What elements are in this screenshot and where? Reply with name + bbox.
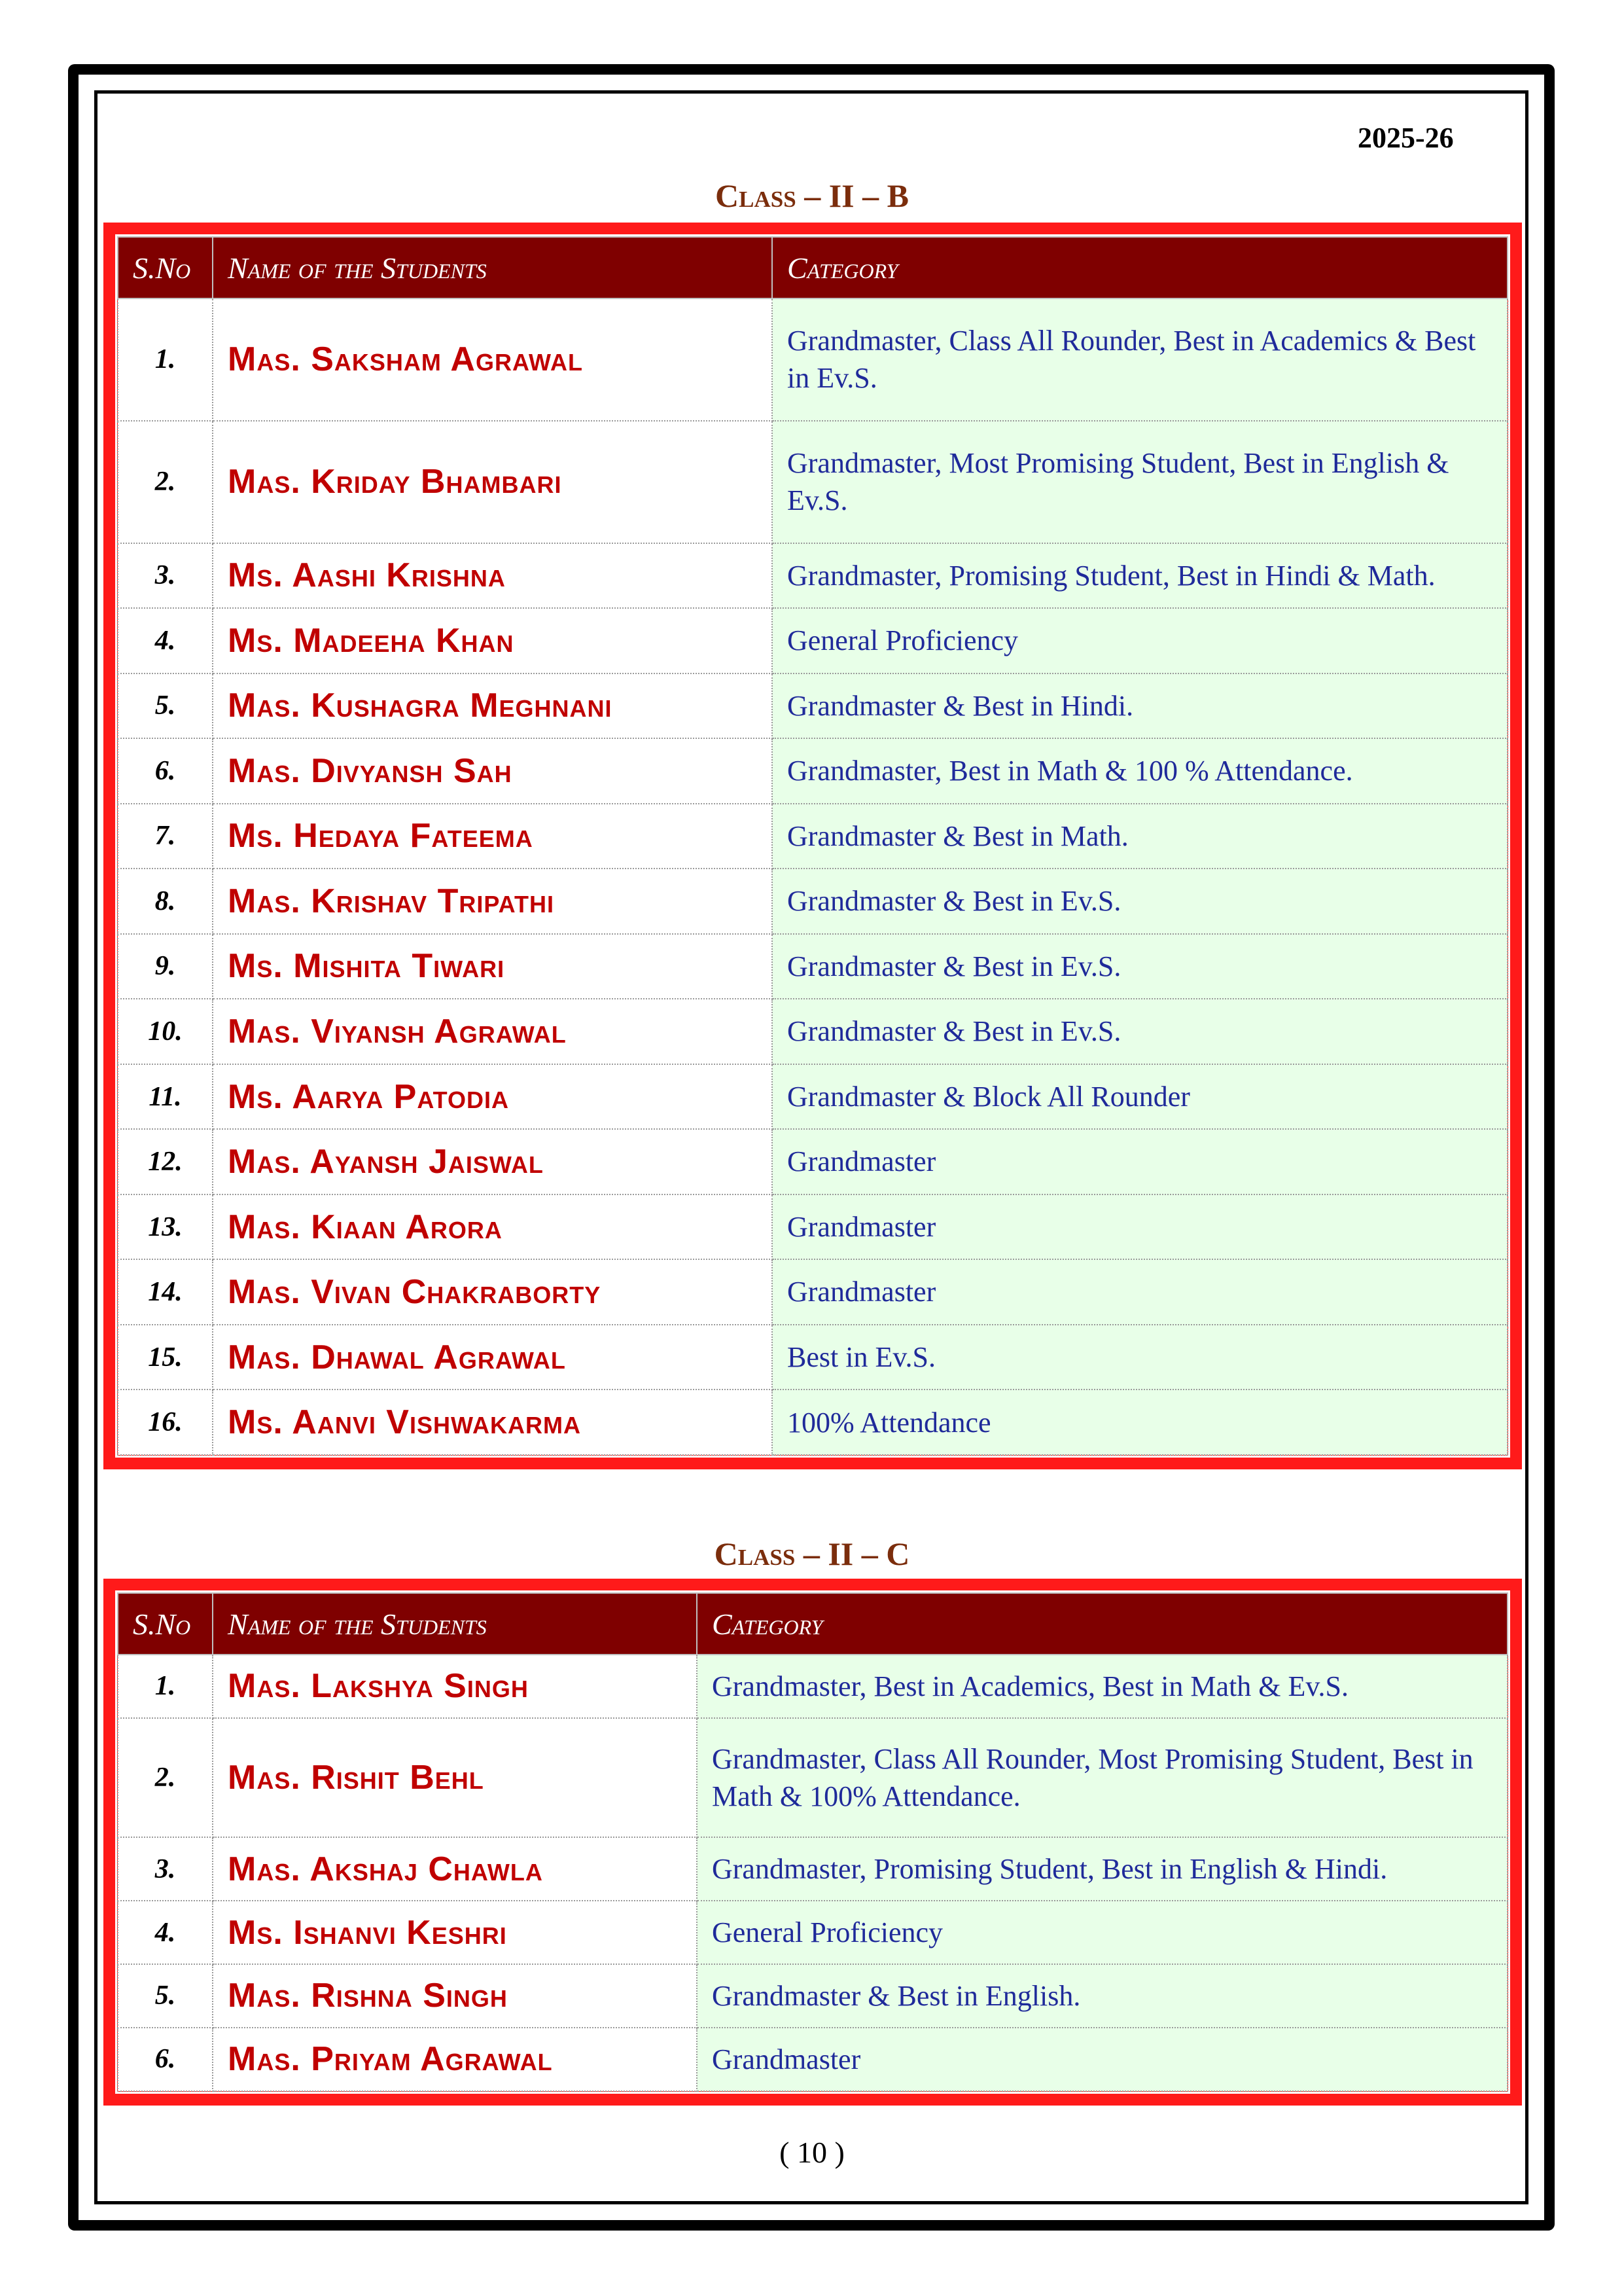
table-row (118, 1718, 1508, 1837)
table-row (118, 2028, 1508, 2091)
row-serial-number: 2. (118, 1718, 213, 1837)
student-name: Mas. Vivan Chakraborty (213, 1259, 772, 1325)
award-category: Grandmaster, Most Promising Student, Best in English & Ev.S. (772, 421, 1508, 543)
student-name: Ms. Hedaya Fateema (213, 804, 772, 869)
table-row (118, 1655, 1508, 1718)
column-header-category: Category (697, 1593, 1508, 1655)
award-category: Best in Ev.S. (772, 1325, 1508, 1390)
table-header-row (118, 237, 1508, 298)
award-category: Grandmaster, Best in Academics, Best in Math & Ev.S. (697, 1655, 1508, 1718)
row-serial-number: 12. (118, 1129, 213, 1194)
award-category: Grandmaster & Best in Ev.S. (772, 999, 1508, 1064)
table-row (118, 738, 1508, 804)
table-row (118, 298, 1508, 421)
award-category: Grandmaster, Class All Rounder, Best in Academics & Best in Ev.S. (772, 298, 1508, 421)
row-serial-number: 5. (118, 673, 213, 739)
section-b-table (117, 236, 1508, 1456)
award-category: Grandmaster & Best in Ev.S. (772, 869, 1508, 934)
row-serial-number: 3. (118, 543, 213, 609)
row-serial-number: 11. (118, 1064, 213, 1130)
table-row (118, 934, 1508, 999)
award-category: Grandmaster & Block All Rounder (772, 1064, 1508, 1130)
row-serial-number: 3. (118, 1837, 213, 1901)
column-header-name: Name of the Students (213, 1593, 697, 1655)
award-category: Grandmaster, Class All Rounder, Most Promising Student, Best in Math & 100% Attendance. (697, 1718, 1508, 1837)
student-name: Mas. Dhawal Agrawal (213, 1325, 772, 1390)
column-header-sno: S.No (118, 237, 213, 298)
table-row (118, 673, 1508, 739)
table-row (118, 804, 1508, 869)
table-row (118, 1390, 1508, 1455)
table-row (118, 1325, 1508, 1390)
award-category: Grandmaster & Best in Hindi. (772, 673, 1508, 739)
student-name: Ms. Mishita Tiwari (213, 934, 772, 999)
table-row (118, 1964, 1508, 2028)
row-serial-number: 14. (118, 1259, 213, 1325)
section-c-rows (118, 1655, 1508, 2091)
student-name: Mas. Divyansh Sah (213, 738, 772, 804)
table-row (118, 1064, 1508, 1130)
table-row (118, 1901, 1508, 1964)
table-row (118, 543, 1508, 609)
student-name: Mas. Kiaan Arora (213, 1194, 772, 1260)
award-category: Grandmaster & Best in English. (697, 1964, 1508, 2028)
student-name: Mas. Kriday Bhambari (213, 421, 772, 543)
column-header-category: Category (772, 237, 1508, 298)
table-row (118, 1837, 1508, 1901)
student-name: Ms. Aanvi Vishwakarma (213, 1390, 772, 1455)
student-name: Mas. Priyam Agrawal (213, 2028, 697, 2091)
table-header-row (118, 1593, 1508, 1655)
award-category: Grandmaster (697, 2028, 1508, 2091)
award-category: Grandmaster (772, 1259, 1508, 1325)
student-name: Mas. Rishna Singh (213, 1964, 697, 2028)
award-category: General Proficiency (697, 1901, 1508, 1964)
table-row (118, 869, 1508, 934)
table-row (118, 608, 1508, 673)
row-serial-number: 4. (118, 1901, 213, 1964)
student-name: Mas. Ayansh Jaiswal (213, 1129, 772, 1194)
row-serial-number: 15. (118, 1325, 213, 1390)
section-b-rows (118, 298, 1508, 1455)
award-category: Grandmaster & Best in Ev.S. (772, 934, 1508, 999)
student-name: Mas. Rishit Behl (213, 1718, 697, 1837)
table-row (118, 999, 1508, 1064)
table-row (118, 1259, 1508, 1325)
section-c-table (117, 1592, 1508, 2092)
award-category: Grandmaster (772, 1194, 1508, 1260)
row-serial-number: 1. (118, 1655, 213, 1718)
award-category: Grandmaster (772, 1129, 1508, 1194)
row-serial-number: 5. (118, 1964, 213, 2028)
page-number: ( 10 ) (779, 2136, 845, 2169)
table-row (118, 1129, 1508, 1194)
award-category: Grandmaster & Best in Math. (772, 804, 1508, 869)
row-serial-number: 9. (118, 934, 213, 999)
column-header-name: Name of the Students (213, 237, 772, 298)
award-category: Grandmaster, Best in Math & 100 % Attendance. (772, 738, 1508, 804)
row-serial-number: 16. (118, 1390, 213, 1455)
academic-year: 2025-26 (1358, 122, 1454, 154)
section-c-title: Class – II – C (714, 1535, 910, 1572)
student-name: Mas. Krishav Tripathi (213, 869, 772, 934)
student-name: Ms. Madeeha Khan (213, 608, 772, 673)
row-serial-number: 8. (118, 869, 213, 934)
row-serial-number: 6. (118, 2028, 213, 2091)
row-serial-number: 2. (118, 421, 213, 543)
section-b-title: Class – II – B (715, 177, 909, 214)
section-b-table-frame (103, 223, 1522, 1469)
row-serial-number: 7. (118, 804, 213, 869)
column-header-sno: S.No (118, 1593, 213, 1655)
section-c-table-frame (103, 1579, 1522, 2106)
student-name: Mas. Kushagra Meghnani (213, 673, 772, 739)
student-name: Mas. Lakshya Singh (213, 1655, 697, 1718)
row-serial-number: 6. (118, 738, 213, 804)
row-serial-number: 4. (118, 608, 213, 673)
award-category: General Proficiency (772, 608, 1508, 673)
student-name: Ms. Ishanvi Keshri (213, 1901, 697, 1964)
student-name: Ms. Aarya Patodia (213, 1064, 772, 1130)
student-name: Ms. Aashi Krishna (213, 543, 772, 609)
award-category: Grandmaster, Promising Student, Best in Hindi & Math. (772, 543, 1508, 609)
table-row (118, 421, 1508, 543)
table-row (118, 1194, 1508, 1260)
student-name: Mas. Saksham Agrawal (213, 298, 772, 421)
student-name: Mas. Akshaj Chawla (213, 1837, 697, 1901)
student-name: Mas. Viyansh Agrawal (213, 999, 772, 1064)
award-category: 100% Attendance (772, 1390, 1508, 1455)
row-serial-number: 10. (118, 999, 213, 1064)
award-category: Grandmaster, Promising Student, Best in English & Hindi. (697, 1837, 1508, 1901)
row-serial-number: 1. (118, 298, 213, 421)
row-serial-number: 13. (118, 1194, 213, 1260)
